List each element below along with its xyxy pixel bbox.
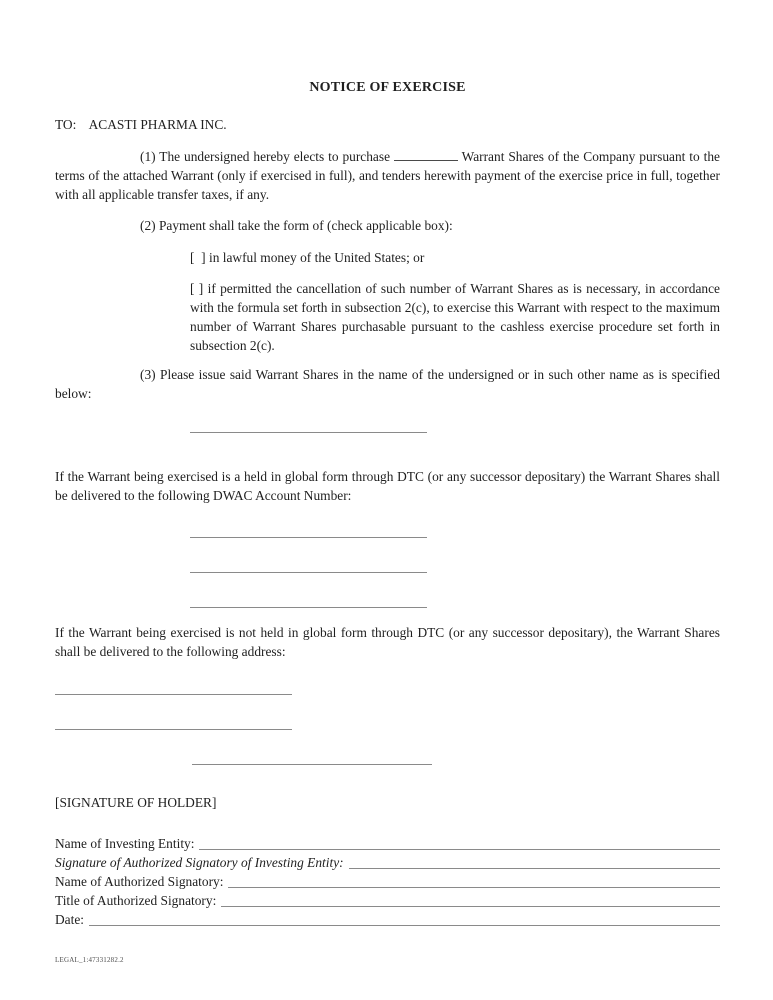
signature-of-holder-placeholder: [SIGNATURE OF HOLDER] — [55, 795, 217, 810]
field-row-signatory-title — [55, 891, 720, 910]
investing-entity-input-line[interactable] — [199, 834, 720, 850]
dtc-held-paragraph: If the Warrant being exercised is a held in global form through DTC (or any successor depositary) the Warrant Shares shall be delivered to the following DWAC Account Number: — [55, 469, 720, 503]
cash-payment-option — [190, 248, 720, 267]
footer-doc-id: LEGAL_1:47331282.2 — [55, 956, 124, 964]
paragraph-1-before-blank: (1) The undersigned hereby elects to purchase — [140, 149, 391, 164]
field-row-date — [55, 910, 720, 929]
document-content — [55, 0, 720, 965]
dtc-not-held-paragraph: If the Warrant being exercised is not held in global form through DTC (or any successor depositary), the Warrant Shares shall be delivered to the following address: — [55, 625, 720, 659]
paragraph-3: (3) Please issue said Warrant Shares in the name of the undersigned or in such other name as is specified below: — [55, 367, 720, 401]
paragraph-1-after-blank: Warrant Shares of the Company pursuant to the terms of the attached Warrant (only if exercised in full), and tenders herewith payment of the exercise price in full, together with all applicable transfer taxes, if any. — [55, 149, 720, 202]
field-row-signatory-name — [55, 872, 720, 891]
signatory-title-input-line[interactable] — [221, 891, 720, 907]
signatory-title-label: Title of Authorized Signatory: — [55, 893, 217, 908]
paragraph-1 — [55, 147, 720, 204]
assignee-name-line[interactable] — [190, 432, 427, 433]
signatory-fields — [55, 834, 720, 929]
dwac-account-line-1[interactable] — [190, 537, 427, 538]
authorized-signature-label: Signature of Authorized Signatory of Investing Entity: — [55, 855, 344, 870]
cash-checkbox[interactable]: [ ] — [190, 250, 206, 265]
field-row-investing-entity — [55, 834, 720, 853]
cashless-option-label: if permitted the cancellation of such number of Warrant Shares as is necessary, in accordance with the formula set forth in subsection 2(c), to exercise this Warrant with respect to the maximum number of Warrant Shares purchasable pursuant to the cashless exercise procedure set forth in subsection 2(c). — [190, 281, 720, 353]
signatory-name-input-line[interactable] — [228, 872, 720, 888]
cash-option-label: in lawful money of the United States; or — [208, 250, 425, 265]
to-label: TO: — [55, 117, 77, 132]
cashless-checkbox[interactable]: [ ] — [190, 281, 204, 296]
cashless-payment-option — [190, 279, 720, 355]
signatory-name-label: Name of Authorized Signatory: — [55, 874, 224, 889]
warrant-shares-blank-field[interactable] — [394, 147, 458, 161]
to-row — [55, 115, 720, 134]
delivery-address-line-1[interactable] — [55, 694, 292, 695]
company-name: ACASTI PHARMA INC. — [88, 117, 227, 132]
dwac-account-line-3[interactable] — [190, 607, 427, 608]
delivery-address-line-3[interactable] — [192, 764, 432, 765]
authorized-signature-input-line[interactable] — [349, 853, 720, 869]
delivery-address-line-2[interactable] — [55, 729, 292, 730]
dwac-account-line-2[interactable] — [190, 572, 427, 573]
paragraph-2: (2) Payment shall take the form of (check applicable box): — [140, 218, 453, 233]
investing-entity-label: Name of Investing Entity: — [55, 836, 195, 851]
notice-title: NOTICE OF EXERCISE — [309, 80, 466, 95]
date-input-line[interactable] — [89, 910, 720, 926]
date-label: Date: — [55, 912, 84, 927]
field-row-authorized-signature — [55, 853, 720, 872]
